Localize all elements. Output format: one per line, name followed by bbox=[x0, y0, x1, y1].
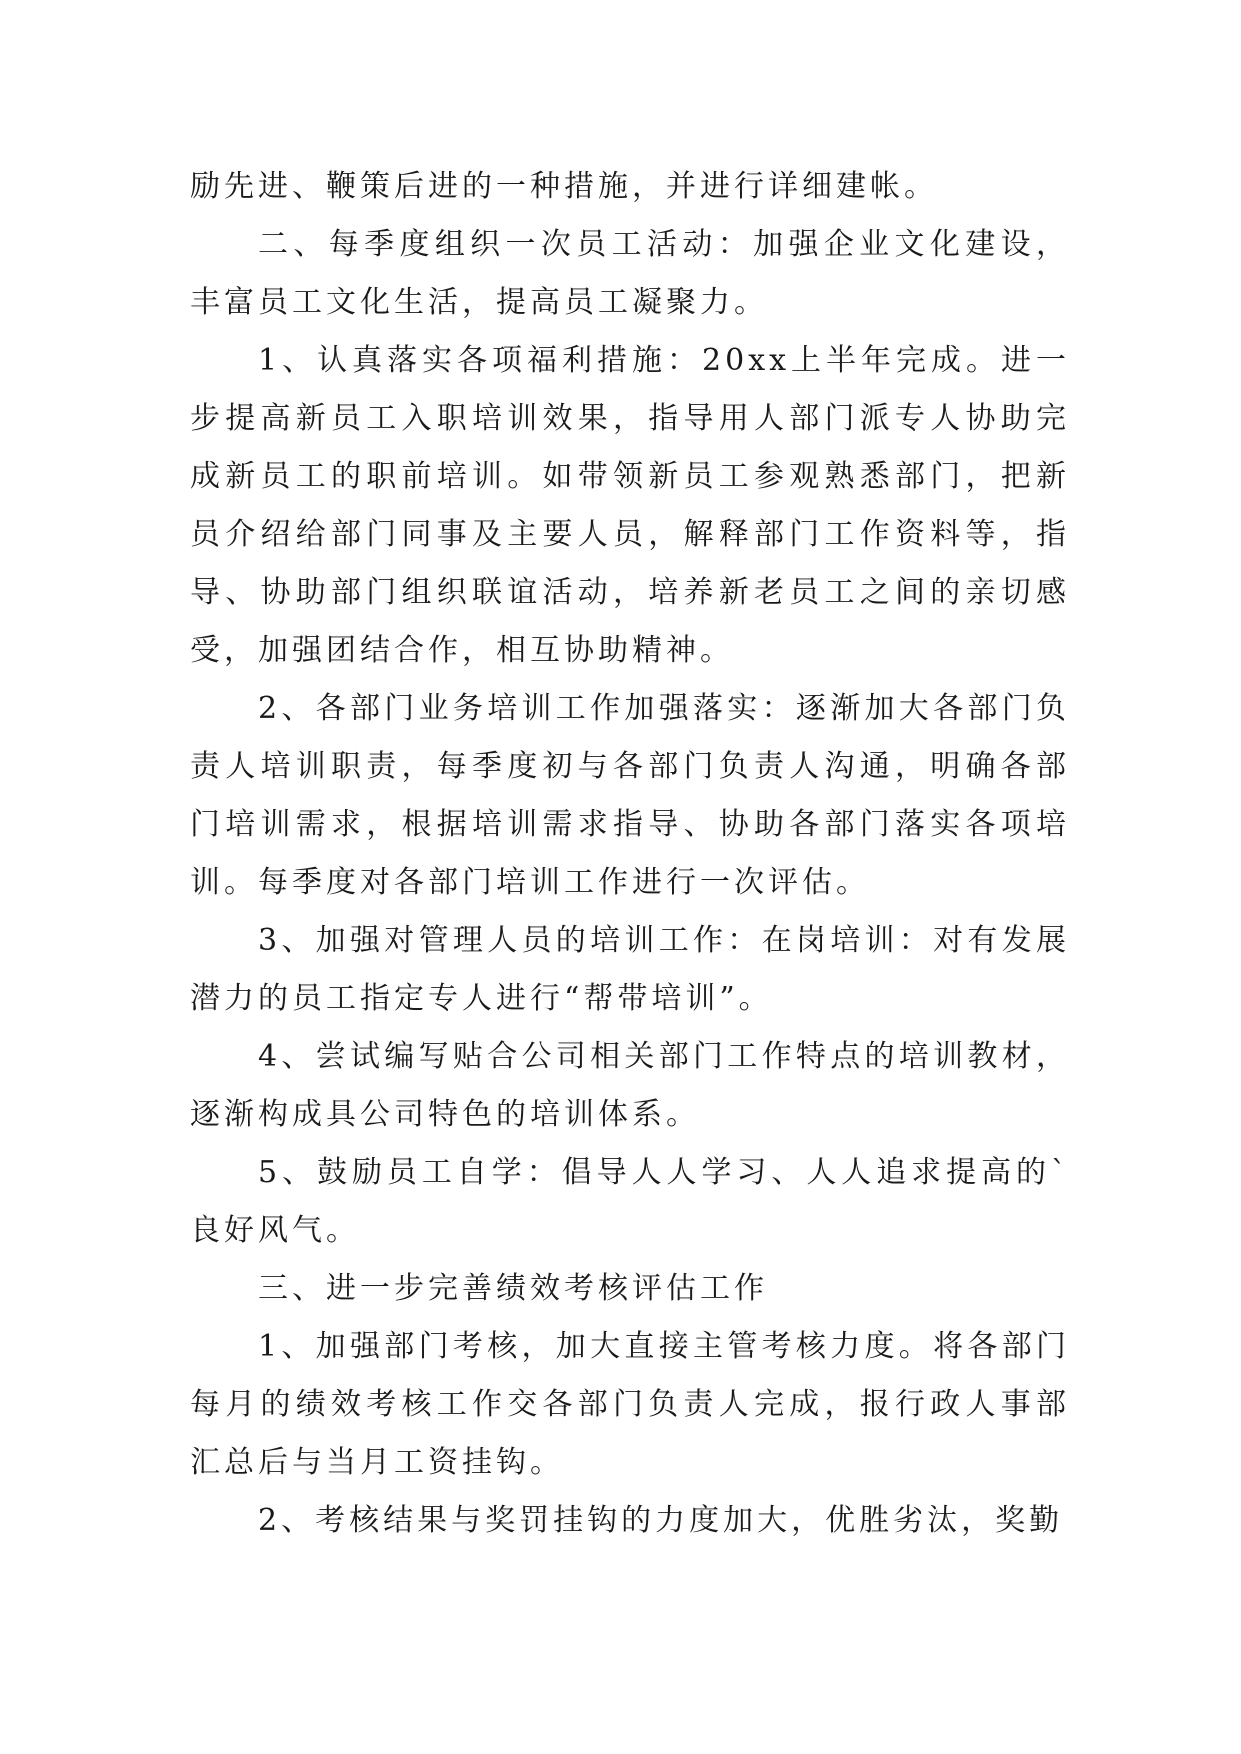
paragraph: 励先进、鞭策后进的一种措施，并进行详细建帐。 bbox=[190, 169, 938, 204]
paragraph: 4、尝试编写贴合公司相关部门工作特点的培训教材，逐渐构成具公司特色的培训体系。 bbox=[190, 1039, 1070, 1132]
paragraph: 1、加强部门考核，加大直接主管考核力度。将各部门每月的绩效考核工作交各部门负责人完成，报行政人事部汇总后与当月工资挂钩。 bbox=[190, 1329, 1070, 1480]
paragraph: 5、鼓励员工自学：倡导人人学习、人人追求提高的`良好风气。 bbox=[190, 1155, 1070, 1248]
paragraph: 3、加强对管理人员的培训工作：在岗培训：对有发展潜力的员工指定专人进行“帮带培训”。 bbox=[190, 923, 1070, 1016]
document-body bbox=[190, 158, 1070, 1550]
paragraph: 1、认真落实各项福利措施：20xx上半年完成。进一步提高新员工入职培训效果，指导用人部门派专人协助完成新员工的职前培训。如带领新员工参观熟悉部门，把新员介绍给部门同事及主要人员，解释部门工作资料等，指导、协助部门组织联谊活动，培养新老员工之间的亲切感受，加强团结合作，相互协助精神。 bbox=[190, 343, 1070, 668]
section-heading: 三、进一步完善绩效考核评估工作 bbox=[258, 1271, 768, 1306]
paragraph: 二、每季度组织一次员工活动：加强企业文化建设，丰富员工文化生活，提高员工凝聚力。 bbox=[190, 227, 1070, 320]
paragraph: 2、考核结果与奖罚挂钩的力度加大，优胜劣汰，奖勤 bbox=[258, 1503, 1064, 1538]
paragraph: 2、各部门业务培训工作加强落实：逐渐加大各部门负责人培训职责，每季度初与各部门负责人沟通，明确各部门培训需求，根据培训需求指导、协助各部门落实各项培训。每季度对各部门培训工作进行一次评估。 bbox=[190, 691, 1070, 900]
